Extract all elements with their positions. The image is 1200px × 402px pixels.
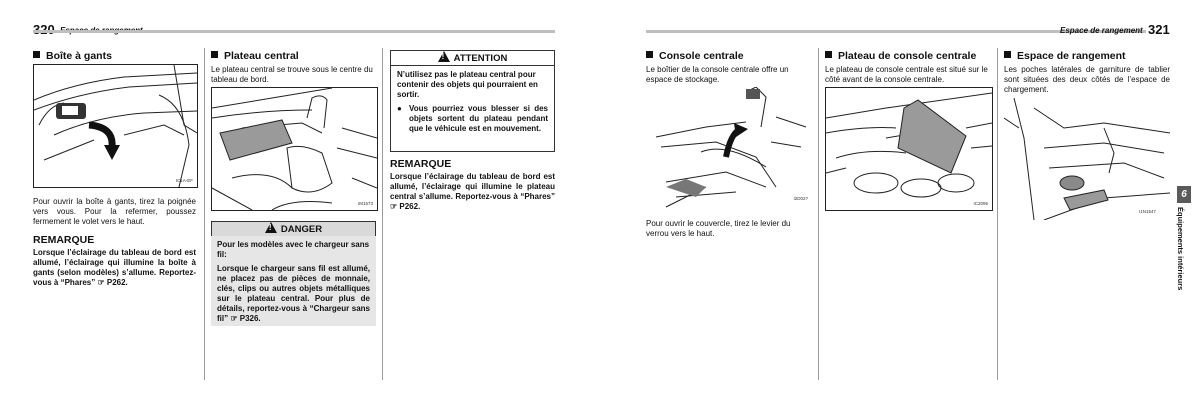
chapter-tab-label: Équipements intérieurs [1176,207,1185,291]
glovebox-illustration [34,65,197,187]
storage-illustration [1004,98,1170,220]
figure-code: IC2095 [973,201,988,206]
center-tray-figure [211,87,378,211]
console-tray-figure [825,87,993,211]
column-divider [382,48,383,380]
figure-code: IC1A-EF [175,178,193,183]
storage-heading: Espace de rangement [1004,50,1126,62]
console-tray-shape [898,100,966,173]
danger-box [211,236,376,326]
center-tray-body: Le plateau central se trouve sous le centre du tableau de bord. [211,65,373,84]
column-divider [997,48,998,380]
right-running-head: Espace de rangement [1060,26,1143,35]
attention-bullet [397,104,548,134]
console-figure [646,87,812,209]
danger-header: ! DANGER [211,221,376,237]
chapter-tab-label-wrap [1175,207,1193,297]
chapter-tab: 6 [1177,186,1191,203]
storage-pocket-shape [1064,190,1108,210]
storage-body: Les poches latérales de garniture de tablier sont situées des deux côtés de l’espace de chargement. [1004,65,1170,94]
console-caption: Pour ouvrir le couvercle, tirez le levier du verrou vers le haut. [646,219,791,238]
console-body: Le boîtier de la console centrale offre un espace de stockage. [646,65,789,84]
danger-text: Lorsque le chargeur sans fil est allumé, ne placez pas de pièces de monnaie, clés, clips ou autres objets métalliques sur le plateau central. Pour plus de détails, reportez-vous à “Chargeur sans fil” ☞ P326. [217,264,370,323]
attention-bullet-text: Vous pourriez vous blesser si des objets sortent du plateau pendant que le véhicule est en mouvement. [409,104,548,133]
tray-remark-heading: REMARQUE [390,158,452,170]
attention-intro: N’utilisez pas le plateau central pour contenir des objets qui pourraient en sortir. [397,70,538,99]
warning-triangle-icon: ! [265,222,277,233]
attention-box [390,65,555,152]
center-tray-illustration [212,88,377,210]
center-tray-heading: Plateau central [211,50,299,62]
attention-header: ! ATTENTION [390,50,555,66]
glovebox-remark-text: Lorsque l’éclairage du tableau de bord est allumé, l’éclairage qui illumine la boîte à gants (selon modèles) s’allume. Reportez-vous à “Phares” ☞ P262. [33,248,196,287]
column-divider [818,48,819,380]
danger-intro: Pour les modèles avec le chargeur sans fil: [217,240,370,259]
glovebox-body: Pour ouvrir la boîte à gants, tirez la poignée vers vous. Pour la refermer, poussez fermement le volet vers le haut. [33,197,196,226]
column-divider [204,48,205,380]
glovebox-heading: Boîte à gants [33,50,112,62]
figure-code: I1N1547 [1138,209,1156,214]
center-tray-shape [220,120,292,160]
glovebox-figure [33,64,198,188]
figure-code: I2D02? [793,196,808,201]
figure-code: IM1573 [357,201,373,206]
warning-triangle-icon: ! [438,51,450,62]
left-header-rule [33,30,555,33]
glovebox-remark-heading: REMARQUE [33,234,95,246]
console-tray-illustration [826,88,992,210]
console-tray-heading: Plateau de console centrale [825,50,976,62]
console-tray-body: Le plateau de console centrale est situé sur le côté avant de la console centrale. [825,65,988,84]
storage-figure [1004,98,1170,220]
console-heading: Console centrale [646,50,744,62]
right-page-number: 321 [1148,22,1170,37]
bullet-icon: ● [397,104,402,113]
tray-remark-text: Lorsque l’éclairage du tableau de bord est allumé, l’éclairage qui illumine le plateau central s’allume. Reportez-vous à “Phares” ☞ P262. [390,172,555,211]
console-illustration [646,87,812,209]
